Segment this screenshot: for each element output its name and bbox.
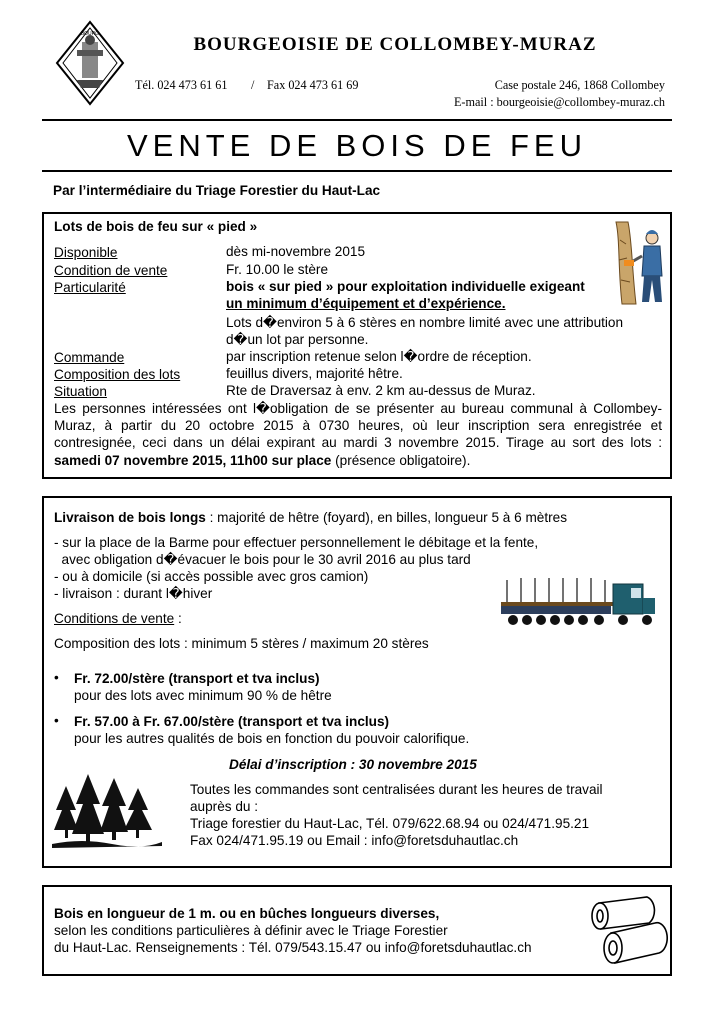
postal-address: Case postale 246, 1868 Collombey (494, 78, 665, 92)
organization-name: BOURGEOISIE DE COLLOMBEY-MURAZ (193, 34, 597, 55)
row-available (54, 244, 117, 261)
lot-composition: Composition des lots : minimum 5 stères / maximum 20 stères (54, 636, 429, 651)
delivery-option-1-cont: avec obligation d�évacuer le bois pour le 30 avril 2016 au plus tard (54, 552, 471, 567)
row-sale-condition (54, 262, 167, 279)
row-label: Situation (54, 384, 107, 399)
logs-illustration (589, 893, 669, 969)
email-address: E-mail : bourgeoisie@collombey-muraz.ch (453, 95, 665, 109)
lots-info-2: d�un lot par personne. (226, 332, 369, 347)
price-2: Fr. 57.00 à Fr. 67.00/stère (transport et tva inclus) (74, 714, 390, 729)
conditions-label: Conditions de vente (54, 611, 175, 626)
conditions-heading (54, 610, 182, 627)
fax-number: Fax 024 473 61 69 (267, 78, 359, 92)
delivery-heading-rest: : majorité de hêtre (foyard), en billes, longueur 5 à 6 mètres (205, 510, 567, 525)
row-label: Condition de vente (54, 263, 168, 278)
logs-heading: Bois en longueur de 1 m. ou en bûches longueurs diverses, (54, 906, 440, 921)
coat-of-arms-logo (55, 20, 125, 106)
lottery-text: Les personnes intéressées ont l�obligation de se présenter au bureau communal à Collombey-Muraz, à partir du 20 octobre 2015 à 0730 heures, où leur inscription sera enregistrée et contresignée, ceci dans un délai expirant au mardi 3 novembre 2015. Tirage au sort des lots : (54, 401, 662, 451)
forest-trees-illustration (52, 768, 162, 850)
price-1-detail: pour des lots avec minimum 90 % de hêtre (74, 688, 332, 703)
row-label: Disponible (54, 245, 118, 260)
top-rule (42, 119, 672, 121)
section-heading: Lots de bois de feu sur « pied » (54, 219, 258, 234)
delivery-option-1: - sur la place de la Barme pour effectuer personnellement le débitage et la fente, (54, 535, 539, 550)
phone-number: Tél. 024 473 61 61 (135, 78, 228, 92)
lottery-paragraph (54, 400, 662, 469)
orders-line-2: auprès du : (190, 799, 259, 814)
row-composition (54, 366, 180, 383)
svg-text:BOURG: BOURG (80, 31, 100, 37)
row-label: Particularité (54, 280, 126, 295)
contact-separator: / (251, 78, 255, 92)
row-order (54, 349, 124, 366)
price-2-detail: pour les autres qualités de bois en fonction du pouvoir calorifique. (74, 731, 470, 746)
row-location (54, 383, 107, 400)
delivery-heading-bold: Livraison de bois longs (54, 510, 206, 525)
firewood-logs-section (42, 885, 672, 976)
logs-conditions: selon les conditions particulières à définir avec le Triage Forestier (54, 923, 448, 938)
long-wood-delivery-section (42, 496, 672, 868)
bullet-2: • (54, 713, 59, 728)
orders-line-3: Triage forestier du Haut-Lac, Tél. 079/622.68.94 ou 024/471.95.21 (190, 816, 590, 831)
log-truck-illustration (499, 572, 657, 636)
lots-info-1: Lots d�environ 5 à 6 stères en nombre limité avec une attribution (226, 315, 624, 330)
row-label: Commande (54, 350, 125, 365)
price-1: Fr. 72.00/stère (transport et tva inclus) (74, 671, 320, 686)
particularity-cont: un minimum d’équipement et d’expérience. (226, 296, 506, 311)
row-value: Fr. 10.00 le stère (226, 262, 329, 277)
registration-deadline: Délai d’inscription : 30 novembre 2015 (229, 757, 477, 772)
row-value: feuillus divers, majorité hêtre. (226, 366, 403, 381)
standing-wood-section (42, 212, 672, 479)
intro-line: Par l’intermédiaire du Triage Forestier du Haut-Lac (53, 183, 381, 198)
logs-contact: du Haut-Lac. Renseignements : Tél. 079/543.15.47 ou info@foretsduhautlac.ch (54, 940, 532, 955)
conditions-colon: : (174, 611, 182, 626)
title-rule (42, 170, 672, 172)
row-value: Rte de Draversaz à env. 2 km au-dessus de Muraz. (226, 383, 536, 398)
row-value: par inscription retenue selon l�ordre de réception. (226, 349, 532, 364)
orders-line-1: Toutes les commandes sont centralisées durant les heures de travail (190, 782, 603, 797)
lumberjack-illustration (612, 220, 668, 306)
lottery-end: (présence obligatoire). (331, 452, 471, 468)
orders-line-4: Fax 024/471.95.19 ou Email : info@foretsduhautlac.ch (190, 833, 519, 848)
delivery-option-2: - ou à domicile (si accès possible avec gros camion) (54, 569, 369, 584)
delivery-heading (54, 509, 567, 526)
row-particularity (54, 279, 126, 296)
delivery-period: - livraison : durant l�hiver (54, 586, 213, 601)
row-value: dès mi-novembre 2015 (226, 244, 366, 259)
row-label: Composition des lots (54, 367, 181, 382)
lottery-date: samedi 07 novembre 2015, 11h00 sur place (54, 452, 332, 468)
row-value: bois « sur pied » pour exploitation individuelle exigeant (226, 279, 585, 294)
bullet-1: • (54, 670, 59, 685)
page-title: VENTE DE BOIS DE FEU (126, 128, 587, 163)
